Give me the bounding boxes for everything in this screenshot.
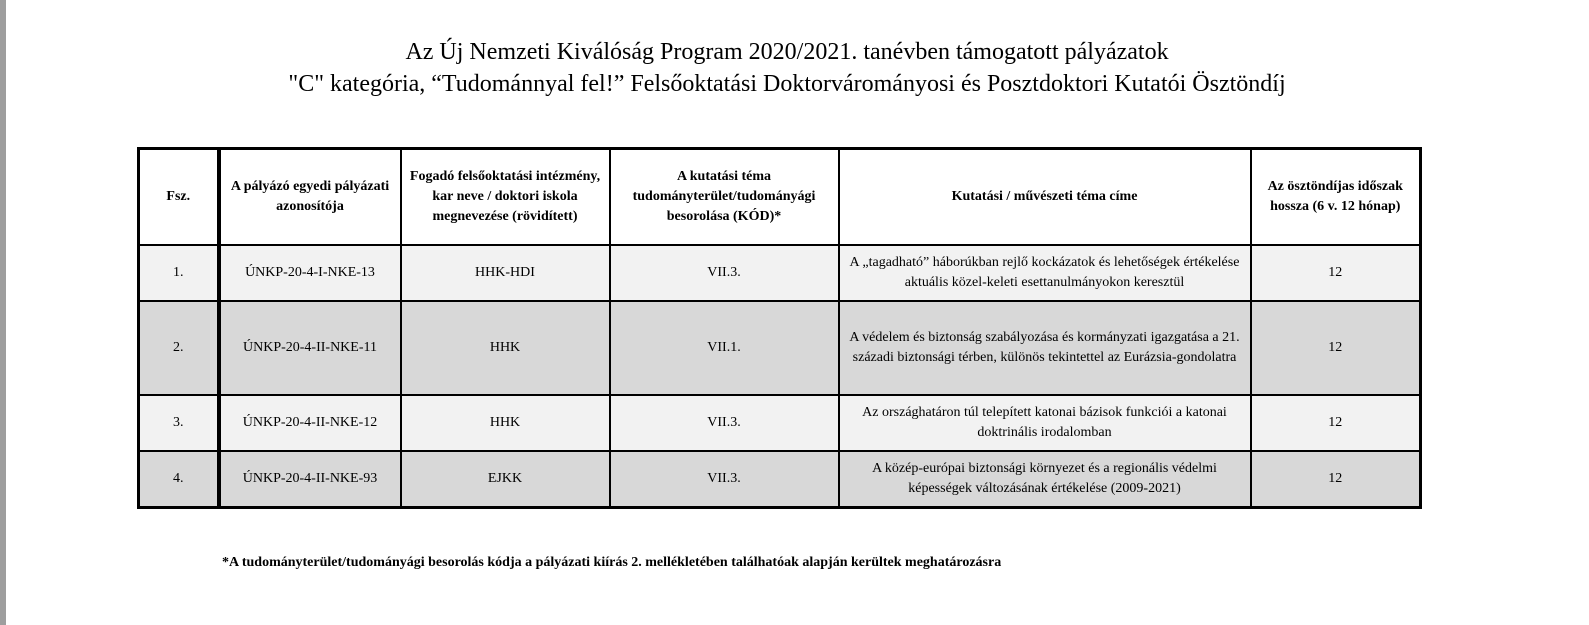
header-fsz: Fsz. <box>139 149 219 246</box>
table-header-row <box>139 149 1421 246</box>
cell-field: VII.3. <box>610 395 839 451</box>
cell-institution: EJKK <box>401 451 610 508</box>
page-title <box>0 36 1574 100</box>
cell-fsz: 4. <box>139 451 219 508</box>
cell-duration: 12 <box>1251 245 1421 301</box>
cell-institution: HHK <box>401 301 610 395</box>
cell-id: ÚNKP-20-4-II-NKE-12 <box>219 395 401 451</box>
cell-id: ÚNKP-20-4-I-NKE-13 <box>219 245 401 301</box>
cell-duration: 12 <box>1251 301 1421 395</box>
table-row <box>139 301 1421 395</box>
cell-duration: 12 <box>1251 451 1421 508</box>
cell-topic: A közép-európai biztonsági környezet és a regionális védelmi képességek változásának értékelése (2009-2021) <box>839 451 1251 508</box>
title-line-2: "C" kategória, “Tudománnyal fel!” Felsőoktatási Doktorvárományosi és Posztdoktori Kutatói Ösztöndíj <box>288 71 1286 97</box>
table-row <box>139 245 1421 301</box>
footnote: *A tudományterület/tudományági besorolás kódja a pályázati kiírás 2. mellékletében találhatóak alapján kerültek meghatározásra <box>222 555 1002 570</box>
cell-fsz: 2. <box>139 301 219 395</box>
table-row <box>139 451 1421 508</box>
grants-table <box>137 147 1422 509</box>
cell-duration: 12 <box>1251 395 1421 451</box>
header-duration: Az ösztöndíjas időszak hossza (6 v. 12 hónap) <box>1251 149 1421 246</box>
table-row <box>139 395 1421 451</box>
cell-id: ÚNKP-20-4-II-NKE-93 <box>219 451 401 508</box>
header-id: A pályázó egyedi pályázati azonosítója <box>219 149 401 246</box>
cell-field: VII.3. <box>610 245 839 301</box>
header-institution: Fogadó felsőoktatási intézmény, kar neve / doktori iskola megnevezése (rövidített) <box>401 149 610 246</box>
cell-topic: A védelem és biztonság szabályozása és kormányzati igazgatása a 21. századi biztonsági térben, különös tekintettel az Eurázsia-gondolatra <box>839 301 1251 395</box>
header-field: A kutatási téma tudományterület/tudományági besorolása (KÓD)* <box>610 149 839 246</box>
cell-topic: A „tagadható” háborúkban rejlő kockázatok és lehetőségek értékelése aktuális közel-keleti esettanulmányokon keresztül <box>839 245 1251 301</box>
title-line-1: Az Új Nemzeti Kiválóság Program 2020/2021. tanévben támogatott pályázatok <box>405 39 1169 65</box>
cell-fsz: 3. <box>139 395 219 451</box>
cell-field: VII.1. <box>610 301 839 395</box>
cell-fsz: 1. <box>139 245 219 301</box>
cell-institution: HHK <box>401 395 610 451</box>
cell-topic: Az országhatáron túl telepített katonai bázisok funkciói a katonai doktrinális irodalomban <box>839 395 1251 451</box>
header-topic: Kutatási / művészeti téma címe <box>839 149 1251 246</box>
cell-institution: HHK-HDI <box>401 245 610 301</box>
cell-field: VII.3. <box>610 451 839 508</box>
cell-id: ÚNKP-20-4-II-NKE-11 <box>219 301 401 395</box>
